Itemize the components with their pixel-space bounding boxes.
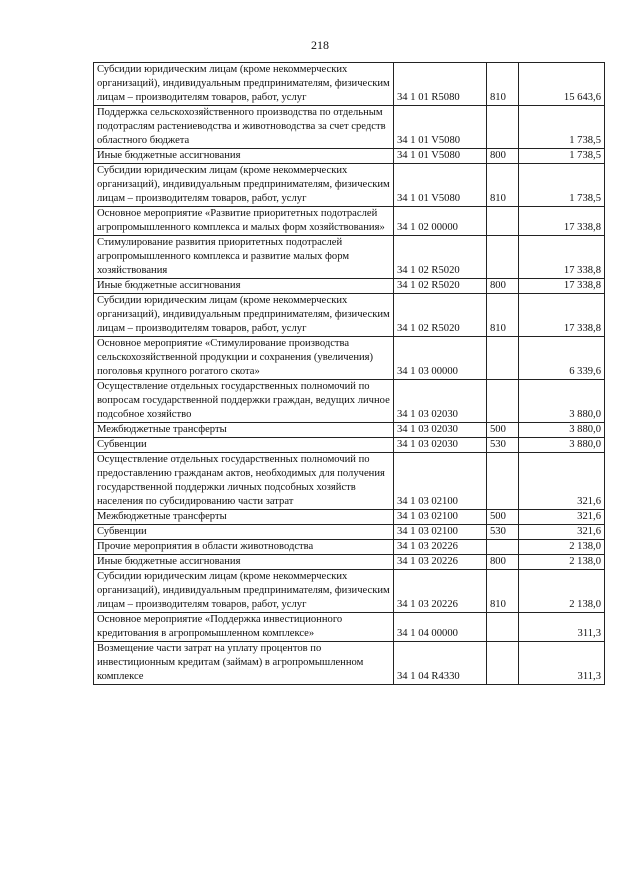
row-amount: 311,3 — [519, 613, 605, 642]
row-amount: 17 338,8 — [519, 294, 605, 337]
row-code: 34 1 03 20226 — [394, 555, 487, 570]
row-expense-type: 810 — [487, 294, 519, 337]
row-amount: 1 738,5 — [519, 106, 605, 149]
table-row — [94, 380, 605, 423]
row-name: Субсидии юридическим лицам (кроме некоммерческих организаций), индивидуальным предпринимателям, физическим лицам – производителям товаров, работ, услуг — [94, 294, 394, 337]
row-amount: 1 738,5 — [519, 149, 605, 164]
row-expense-type — [487, 613, 519, 642]
row-expense-type: 810 — [487, 63, 519, 106]
row-name: Осуществление отдельных государственных полномочий по вопросам государственной поддержки граждан, ведущих личное подсобное хозяйство — [94, 380, 394, 423]
row-amount: 3 880,0 — [519, 380, 605, 423]
row-expense-type: 800 — [487, 279, 519, 294]
row-code: 34 1 04 R4330 — [394, 642, 487, 685]
table-row — [94, 510, 605, 525]
table-row — [94, 525, 605, 540]
row-amount: 3 880,0 — [519, 423, 605, 438]
row-name: Субсидии юридическим лицам (кроме некоммерческих организаций), индивидуальным предпринимателям, физическим лицам – производителям товаров, работ, услуг — [94, 570, 394, 613]
row-expense-type — [487, 207, 519, 236]
table-row — [94, 294, 605, 337]
row-expense-type: 530 — [487, 438, 519, 453]
row-expense-type: 800 — [487, 149, 519, 164]
row-code: 34 1 03 02100 — [394, 525, 487, 540]
page-number: 218 — [311, 38, 329, 52]
row-name: Основное мероприятие «Развитие приоритетных подотраслей агропромышленного комплекса и малых форм хозяйствования» — [94, 207, 394, 236]
row-code: 34 1 02 R5020 — [394, 236, 487, 279]
row-amount: 17 338,8 — [519, 279, 605, 294]
row-code: 34 1 03 00000 — [394, 337, 487, 380]
table-row — [94, 236, 605, 279]
row-amount: 17 338,8 — [519, 236, 605, 279]
row-amount: 6 339,6 — [519, 337, 605, 380]
table-row — [94, 613, 605, 642]
row-name: Субвенции — [94, 438, 394, 453]
row-amount: 1 738,5 — [519, 164, 605, 207]
table-row — [94, 540, 605, 555]
row-amount: 2 138,0 — [519, 540, 605, 555]
row-code: 34 1 01 V5080 — [394, 164, 487, 207]
row-expense-type: 810 — [487, 164, 519, 207]
row-amount: 321,6 — [519, 525, 605, 540]
row-name: Возмещение части затрат на уплату процентов по инвестиционным кредитам (займам) в агропромышленном комплексе — [94, 642, 394, 685]
row-name: Субсидии юридическим лицам (кроме некоммерческих организаций), индивидуальным предпринимателям, физическим лицам – производителям товаров, работ, услуг — [94, 164, 394, 207]
row-code: 34 1 03 02030 — [394, 380, 487, 423]
row-amount: 321,6 — [519, 453, 605, 510]
row-name: Иные бюджетные ассигнования — [94, 279, 394, 294]
row-amount: 321,6 — [519, 510, 605, 525]
row-expense-type: 800 — [487, 555, 519, 570]
row-expense-type: 810 — [487, 570, 519, 613]
row-name: Межбюджетные трансферты — [94, 510, 394, 525]
table-row — [94, 164, 605, 207]
row-expense-type: 500 — [487, 510, 519, 525]
row-code: 34 1 04 00000 — [394, 613, 487, 642]
row-name: Субвенции — [94, 525, 394, 540]
budget-table-body — [94, 63, 605, 685]
row-name: Иные бюджетные ассигнования — [94, 555, 394, 570]
table-row — [94, 423, 605, 438]
row-name: Прочие мероприятия в области животноводства — [94, 540, 394, 555]
row-amount: 2 138,0 — [519, 570, 605, 613]
row-name: Иные бюджетные ассигнования — [94, 149, 394, 164]
row-code: 34 1 01 V5080 — [394, 106, 487, 149]
row-amount: 15 643,6 — [519, 63, 605, 106]
row-code: 34 1 02 00000 — [394, 207, 487, 236]
row-code: 34 1 02 R5020 — [394, 279, 487, 294]
row-amount: 17 338,8 — [519, 207, 605, 236]
row-expense-type — [487, 642, 519, 685]
table-row — [94, 438, 605, 453]
row-code: 34 1 03 02100 — [394, 510, 487, 525]
row-amount: 2 138,0 — [519, 555, 605, 570]
row-code: 34 1 03 02100 — [394, 453, 487, 510]
table-row — [94, 570, 605, 613]
row-amount: 311,3 — [519, 642, 605, 685]
row-name: Основное мероприятие «Стимулирование производства сельскохозяйственной продукции и сохранения (увеличения) поголовья крупного рогатого скота» — [94, 337, 394, 380]
row-code: 34 1 03 20226 — [394, 540, 487, 555]
row-code: 34 1 03 02030 — [394, 423, 487, 438]
row-amount: 3 880,0 — [519, 438, 605, 453]
table-row — [94, 642, 605, 685]
row-expense-type — [487, 106, 519, 149]
row-expense-type — [487, 453, 519, 510]
table-row — [94, 63, 605, 106]
row-expense-type: 500 — [487, 423, 519, 438]
row-code: 34 1 02 R5020 — [394, 294, 487, 337]
table-row — [94, 279, 605, 294]
row-code: 34 1 01 V5080 — [394, 149, 487, 164]
table-row — [94, 149, 605, 164]
row-name: Межбюджетные трансферты — [94, 423, 394, 438]
table-row — [94, 207, 605, 236]
row-name: Стимулирование развития приоритетных подотраслей агропромышленного комплекса и развитие малых форм хозяйствования — [94, 236, 394, 279]
row-expense-type — [487, 380, 519, 423]
row-code: 34 1 03 02030 — [394, 438, 487, 453]
row-code: 34 1 03 20226 — [394, 570, 487, 613]
row-expense-type — [487, 337, 519, 380]
row-name: Поддержка сельскохозяйственного производства по отдельным подотраслям растениеводства и животноводства за счет средств областного бюджета — [94, 106, 394, 149]
table-row — [94, 555, 605, 570]
row-expense-type — [487, 540, 519, 555]
row-name: Осуществление отдельных государственных полномочий по предоставлению гражданам актов, необходимых для получения государственной поддержки личных подсобных хозяйств населения по субсидированию части затрат — [94, 453, 394, 510]
row-code: 34 1 01 R5080 — [394, 63, 487, 106]
table-row — [94, 337, 605, 380]
row-name: Субсидии юридическим лицам (кроме некоммерческих организаций), индивидуальным предпринимателям, физическим лицам – производителям товаров, работ, услуг — [94, 63, 394, 106]
table-row — [94, 453, 605, 510]
row-expense-type — [487, 236, 519, 279]
budget-table — [93, 62, 605, 685]
table-row — [94, 106, 605, 149]
row-name: Основное мероприятие «Поддержка инвестиционного кредитования в агропромышленном комплексе» — [94, 613, 394, 642]
row-expense-type: 530 — [487, 525, 519, 540]
